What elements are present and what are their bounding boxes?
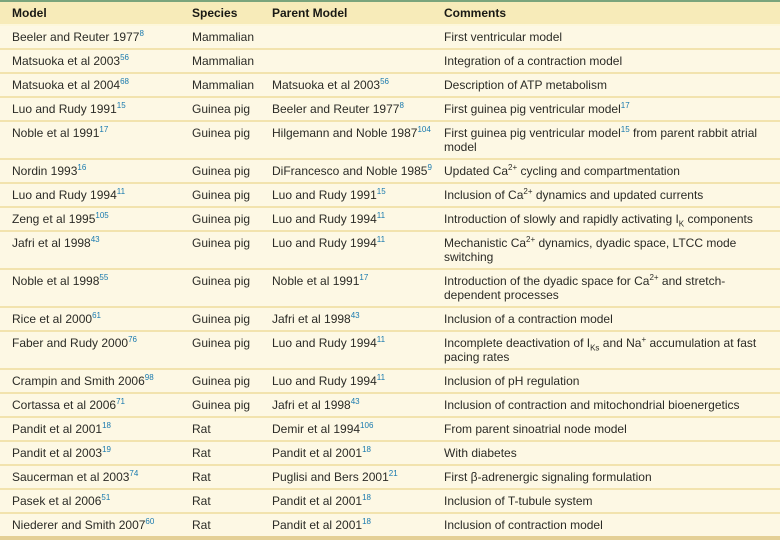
column-header-comments: Comments	[432, 1, 780, 25]
model-cell: Zeng et al 1995$^{105}$	[0, 207, 180, 231]
model-cell: Cortassa et al 2006$^{71}$	[0, 393, 180, 417]
comment-cell: Inclusion of contraction and mitochondrial bioenergetics	[432, 393, 780, 417]
model-cell: Jafri et al 1998$^{43}$	[0, 231, 180, 269]
species-cell: Rat	[180, 417, 260, 441]
table-row	[0, 513, 780, 538]
parent-model-cell: Pandit et al 2001$^{18}$	[260, 513, 432, 538]
comment-cell: Description of ATP metabolism	[432, 73, 780, 97]
model-cell: Noble et al 1998$^{55}$	[0, 269, 180, 307]
parent-model-cell: Beeler and Reuter 1977$^8$	[260, 97, 432, 121]
model-cell: Faber and Rudy 2000$^{76}$	[0, 331, 180, 369]
comment-cell: First ventricular model	[432, 25, 780, 49]
model-cell: Matsuoka et al 2003$^{56}$	[0, 49, 180, 73]
model-cell: Saucerman et al 2003$^{74}$	[0, 465, 180, 489]
comment-cell: Mechanistic $Ca^{2+}$ dynamics, dyadic space, LTCC mode switching	[432, 231, 780, 269]
parent-model-cell: Luo and Rudy 1994$^{11}$	[260, 369, 432, 393]
species-cell: Rat	[180, 489, 260, 513]
species-cell: Rat	[180, 513, 260, 538]
comment-cell: First β-adrenergic signaling formulation	[432, 465, 780, 489]
parent-model-cell: Luo and Rudy 1991$^{15}$	[260, 183, 432, 207]
comment-cell: Integration of a contraction model	[432, 49, 780, 73]
comment-cell: Inclusion of a contraction model	[432, 307, 780, 331]
table-row	[0, 25, 780, 49]
parent-model-cell: Jafri et al 1998$^{43}$	[260, 307, 432, 331]
model-cell: Rice et al 2000$^{61}$	[0, 307, 180, 331]
model-cell: Crampin and Smith 2006$^{98}$	[0, 369, 180, 393]
parent-model-cell: Jafri et al 1998$^{43}$	[260, 393, 432, 417]
parent-model-cell: Luo and Rudy 1994$^{11}$	[260, 207, 432, 231]
comment-cell: Updated $Ca^{2+}$ cycling and compartmentation	[432, 159, 780, 183]
species-cell: Guinea pig	[180, 97, 260, 121]
model-cell: Nordin 1993$^{16}$	[0, 159, 180, 183]
parent-model-cell: Demir et al 1994$^{106}$	[260, 417, 432, 441]
species-cell: Mammalian	[180, 49, 260, 73]
species-cell: Guinea pig	[180, 307, 260, 331]
table-row	[0, 231, 780, 269]
comment-cell: First guinea pig ventricular model$^{15}$ from parent rabbit atrial model	[432, 121, 780, 159]
parent-model-cell: Matsuoka et al 2003$^{56}$	[260, 73, 432, 97]
species-cell: Guinea pig	[180, 393, 260, 417]
table-row	[0, 73, 780, 97]
comment-cell: Introduction of the dyadic space for $Ca^{2+}$ and stretch-dependent processes	[432, 269, 780, 307]
table-body	[0, 25, 780, 538]
parent-model-cell	[260, 25, 432, 49]
table-row	[0, 489, 780, 513]
parent-model-cell: Noble et al 1991$^{17}$	[260, 269, 432, 307]
table-row	[0, 207, 780, 231]
parent-model-cell: Pandit et al 2001$^{18}$	[260, 489, 432, 513]
species-cell: Guinea pig	[180, 231, 260, 269]
model-cell: Beeler and Reuter 1977$^8$	[0, 25, 180, 49]
header-row	[0, 1, 780, 25]
comment-cell: Introduction of slowly and rapidly activating $I_K$ components	[432, 207, 780, 231]
comment-cell: From parent sinoatrial node model	[432, 417, 780, 441]
column-header-species: Species	[180, 1, 260, 25]
model-cell: Pasek et al 2006$^{51}$	[0, 489, 180, 513]
table-row	[0, 441, 780, 465]
model-cell: Pandit et al 2003$^{19}$	[0, 441, 180, 465]
species-cell: Rat	[180, 441, 260, 465]
species-cell: Mammalian	[180, 25, 260, 49]
table-header	[0, 1, 780, 25]
comment-cell: Inclusion of T-tubule system	[432, 489, 780, 513]
species-cell: Rat	[180, 465, 260, 489]
parent-model-cell: DiFrancesco and Noble 1985$^9$	[260, 159, 432, 183]
table-row	[0, 417, 780, 441]
table-row	[0, 269, 780, 307]
model-cell: Pandit et al 2001$^{18}$	[0, 417, 180, 441]
model-cell: Luo and Rudy 1991$^{15}$	[0, 97, 180, 121]
comment-cell: Inclusion of pH regulation	[432, 369, 780, 393]
comment-cell: First guinea pig ventricular model$^{17}$	[432, 97, 780, 121]
species-cell: Guinea pig	[180, 121, 260, 159]
parent-model-cell: Hilgemann and Noble 1987$^{104}$	[260, 121, 432, 159]
comment-cell: Inclusion of $Ca^{2+}$ dynamics and updated currents	[432, 183, 780, 207]
species-cell: Guinea pig	[180, 183, 260, 207]
species-cell: Guinea pig	[180, 269, 260, 307]
table-row	[0, 393, 780, 417]
table-row	[0, 183, 780, 207]
parent-model-cell: Pandit et al 2001$^{18}$	[260, 441, 432, 465]
table-row	[0, 121, 780, 159]
table-row	[0, 49, 780, 73]
comment-cell: Incomplete deactivation of $I_{Ks}$ and Na+ accumulation at fast pacing rates	[432, 331, 780, 369]
species-cell: Guinea pig	[180, 331, 260, 369]
model-cell: Luo and Rudy 1994$^{11}$	[0, 183, 180, 207]
table-row	[0, 307, 780, 331]
species-cell: Guinea pig	[180, 159, 260, 183]
parent-model-cell: Luo and Rudy 1994$^{11}$	[260, 231, 432, 269]
model-cell: Niederer and Smith 2007$^{60}$	[0, 513, 180, 538]
model-cell: Matsuoka et al 2004$^{68}$	[0, 73, 180, 97]
column-header-parent-model: Parent Model	[260, 1, 432, 25]
model-cell: Noble et al 1991$^{17}$	[0, 121, 180, 159]
comment-cell: Inclusion of contraction model	[432, 513, 780, 538]
column-header-model: Model	[0, 1, 180, 25]
species-cell: Guinea pig	[180, 207, 260, 231]
table-row	[0, 159, 780, 183]
species-cell: Guinea pig	[180, 369, 260, 393]
parent-model-cell: Luo and Rudy 1994$^{11}$	[260, 331, 432, 369]
comment-cell: With diabetes	[432, 441, 780, 465]
parent-model-cell	[260, 49, 432, 73]
species-cell: Mammalian	[180, 73, 260, 97]
table-row	[0, 369, 780, 393]
parent-model-cell: Puglisi and Bers 2001$^{21}$	[260, 465, 432, 489]
table-row	[0, 331, 780, 369]
table-row	[0, 465, 780, 489]
table-row	[0, 97, 780, 121]
